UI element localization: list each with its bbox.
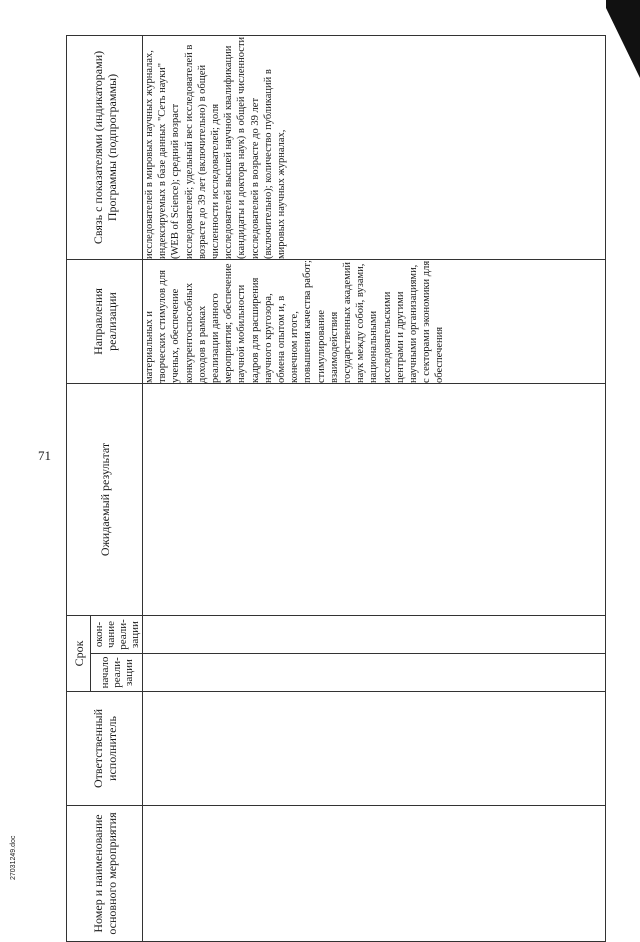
- cell-start: [143, 654, 606, 692]
- header-result: Ожидаемый результат: [67, 384, 143, 616]
- cell-link: исследователей в мировых научных журналах, индексируемых в базе данных "Сеть науки" (WEB of Science); средний возраст исследователей; удельный вес исследователей в возрасте до 39 лет (включительно) в общей численности исследователей; доля исследователей высшей научной квалификации (кандидаты и доктора наук) в общей численности исследователей в возрасте до 39 лет (включительно); количество публикаций в мировых научных журналах,: [143, 36, 606, 260]
- header-link: Связь с показателями (индикаторами) Программы (подпрограммы): [67, 36, 143, 260]
- rotated-table-sheet: [66, 36, 606, 942]
- header-executor: Ответственный исполнитель: [67, 692, 143, 806]
- cell-measure: [143, 806, 606, 942]
- header-term: Срок: [67, 616, 91, 692]
- cell-executor: [143, 692, 606, 806]
- cell-result: [143, 384, 606, 616]
- corner-scan-mark: [606, 0, 640, 78]
- page-number: 71: [38, 448, 51, 463]
- cell-end: [143, 616, 606, 654]
- header-measure: Номер и наименование основного мероприятия: [67, 806, 143, 942]
- header-start: начало реали-зации: [91, 654, 143, 692]
- header-end: окон-чание реали-зации: [91, 616, 143, 654]
- measures-table: [66, 35, 606, 942]
- cell-directions: материальных и творческих стимулов для ученых, обеспечение конкурентоспособных доходов в рамках реализации данного мероприятия; обеспечение научной мобильности кадров для расширения научного кругозора, обмена опытом и, в конечном итоге, повышения качества работ; стимулирование взаимодействия государственных академий наук между собой, вузами, национальными исследовательскими центрами и другими научными организациями, с секторами экономики для обеспечения: [143, 260, 606, 384]
- footer-doc-code: 27031249.doc: [10, 835, 17, 880]
- header-directions: Направления реализации: [67, 260, 143, 384]
